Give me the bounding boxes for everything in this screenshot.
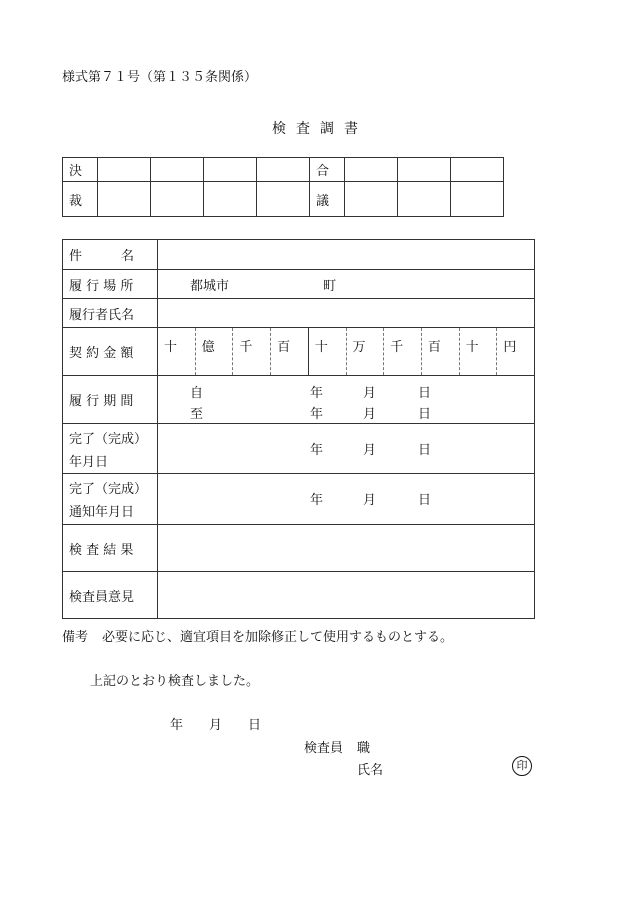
amount-unit-6: 千	[383, 328, 421, 375]
consult-label-2: 議	[310, 182, 345, 217]
approval-box	[151, 158, 204, 182]
document-title: 検査調書	[272, 121, 368, 137]
inspection-table	[62, 239, 535, 619]
signature-month: 月	[209, 718, 223, 733]
amount-unit-5: 万	[346, 328, 384, 375]
notice-year: 年	[310, 493, 324, 508]
consult-box	[451, 182, 504, 217]
approval-box	[257, 158, 310, 182]
consult-box	[345, 158, 398, 182]
signature-year: 年	[170, 718, 184, 733]
opinion-value	[158, 572, 535, 619]
notice-day: 日	[418, 493, 432, 508]
period-from: 自	[190, 385, 204, 401]
form-number: 様式第７１号（第１３５条関係）	[62, 70, 258, 85]
completion-label-line1: 完了（完成）	[69, 431, 148, 447]
notice-label-line1: 完了（完成）	[69, 482, 148, 497]
result-label: 検 査 結 果	[63, 525, 158, 572]
inspector-label: 検査員	[304, 741, 344, 756]
consult-box	[398, 158, 451, 182]
notice-label-line2: 通知年月日	[69, 505, 135, 520]
approval-box	[98, 158, 151, 182]
item-value	[158, 240, 535, 270]
period-to-month: 月	[363, 406, 377, 422]
performer-label: 履行者氏名	[63, 299, 158, 328]
amount-value	[158, 328, 535, 376]
decision-label: 決	[63, 158, 98, 182]
remarks	[62, 626, 453, 645]
completion-day: 日	[418, 442, 432, 458]
signature-day: 日	[248, 718, 262, 733]
approval-box	[204, 158, 257, 182]
consult-box	[345, 182, 398, 217]
period-label: 履 行 期 間	[63, 376, 158, 424]
consult-label: 合	[310, 158, 345, 182]
consult-box	[398, 182, 451, 217]
completion-year: 年	[310, 442, 324, 458]
notice-value	[158, 474, 535, 525]
amount-digit-cells	[158, 328, 534, 375]
period-to-day: 日	[418, 406, 432, 422]
completion-label-line2: 年月日	[69, 454, 109, 470]
approval-box	[257, 182, 310, 217]
closing-statement: 上記のとおり検査しました。	[90, 674, 260, 689]
amount-unit-1: 億	[195, 328, 233, 375]
approval-box	[98, 182, 151, 217]
place-value	[158, 270, 535, 299]
decision-label-2: 裁	[63, 182, 98, 217]
signature-date	[170, 714, 287, 733]
period-from-day: 日	[418, 385, 432, 401]
item-label: 件 名	[63, 240, 158, 270]
approval-box	[151, 182, 204, 217]
amount-label: 契 約 金 額	[63, 328, 158, 376]
approval-table	[62, 157, 504, 217]
place-label: 履 行 場 所	[63, 270, 158, 299]
period-value	[158, 376, 535, 424]
amount-unit-8: 十	[459, 328, 497, 375]
amount-unit-4: 十	[308, 328, 346, 375]
inspector-title	[304, 737, 384, 756]
amount-unit-9: 円	[496, 328, 534, 375]
period-from-month: 月	[363, 385, 377, 401]
remarks-tag: 備考	[62, 630, 89, 645]
period-from-year: 年	[310, 385, 324, 401]
amount-unit-0: 十	[164, 340, 178, 355]
completion-month: 月	[363, 442, 377, 458]
amount-unit-3: 百	[270, 328, 308, 375]
place-city: 都城市	[190, 278, 230, 294]
notice-month: 月	[363, 493, 377, 508]
period-to-year: 年	[310, 406, 324, 422]
remarks-text: 必要に応じ、適宜項目を加除修正して使用するものとする。	[102, 630, 454, 645]
consult-box	[451, 158, 504, 182]
completion-value	[158, 424, 535, 474]
approval-box	[204, 182, 257, 217]
place-town: 町	[323, 278, 337, 294]
notice-label	[63, 474, 158, 525]
opinion-label: 検査員意見	[63, 572, 158, 619]
amount-unit-7: 百	[421, 328, 459, 375]
position-label: 職	[357, 741, 371, 756]
period-to: 至	[190, 406, 204, 422]
amount-unit-2: 千	[232, 328, 270, 375]
completion-label	[63, 424, 158, 474]
performer-value	[158, 299, 535, 328]
seal-mark: 印	[512, 756, 532, 776]
inspector-name-label: 氏名	[357, 763, 384, 778]
result-value	[158, 525, 535, 572]
